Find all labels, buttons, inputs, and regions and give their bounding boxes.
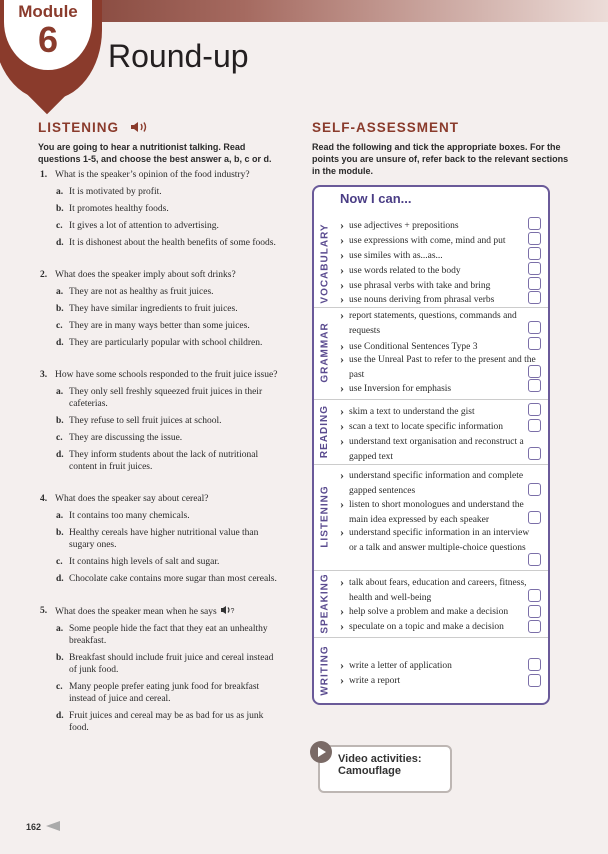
option-letter: d. [56, 338, 64, 348]
question-stem-text: What does the speaker imply about soft drinks? [55, 270, 236, 280]
option-letter: d. [56, 574, 64, 584]
question-1 [38, 169, 283, 249]
question-text [40, 269, 283, 281]
option-text: They are particularly popular with school children. [69, 338, 263, 348]
option-letter: b. [56, 204, 64, 214]
checkbox[interactable] [528, 483, 541, 496]
option-letter: c. [56, 433, 63, 443]
checkbox[interactable] [528, 511, 541, 524]
section-label-text: VOCABULARY [319, 222, 331, 304]
answer-option[interactable] [56, 337, 283, 349]
can-do-item: › use adjectives + prepositions [340, 219, 536, 234]
answer-option[interactable] [56, 320, 283, 332]
option-text: It is motivated by profit. [69, 187, 162, 197]
option-text: Chocolate cake contains more sugar than most cereals. [69, 574, 277, 584]
checkbox[interactable] [528, 553, 541, 566]
option-letter: a. [56, 287, 64, 297]
question-number: 4. [40, 494, 48, 504]
question-stem [55, 169, 250, 181]
option-text: Some people hide the fact that they eat an unhealthy breakfast. [69, 624, 268, 646]
question-2 [38, 269, 283, 349]
option-text: It gives a lot of attention to advertising. [69, 221, 219, 231]
option-letter: c. [56, 321, 63, 331]
option-letter: b. [56, 653, 64, 663]
page-title: Round-up [108, 38, 249, 74]
audio-clip-icon[interactable] [220, 605, 234, 615]
can-do-item: › use Inversion for emphasis [340, 382, 536, 397]
question-stem-text: What does the speaker mean when he says [55, 607, 217, 617]
option-letter: a. [56, 187, 64, 197]
listening-heading: LISTENING [38, 120, 283, 135]
option-text: It contains too many chemicals. [69, 511, 190, 521]
can-do-item: › understand specific information and complete gapped sentences [340, 469, 536, 498]
answer-option[interactable] [56, 220, 283, 232]
can-do-item: › understand specific information in an interview or a talk and answer multiple-choice questions [340, 526, 536, 555]
question-stem-text: What does the speaker say about cereal? [55, 494, 209, 504]
self-assessment-section [312, 120, 572, 177]
video-label: Video activities: [338, 753, 422, 765]
checkbox[interactable] [528, 217, 541, 230]
listening-section [38, 120, 283, 739]
answer-option[interactable] [56, 432, 283, 444]
answer-option[interactable] [56, 203, 283, 215]
checkbox[interactable] [528, 419, 541, 432]
question-text [40, 493, 283, 505]
module-badge [0, 0, 102, 100]
can-do-item: › use nouns deriving from phrasal verbs [340, 293, 536, 308]
answer-option[interactable] [56, 303, 283, 315]
checkbox[interactable] [528, 379, 541, 392]
section-label [314, 307, 336, 398]
option-letter: a. [56, 387, 64, 397]
question-stem-text: What is the speaker’s opinion of the food industry? [55, 170, 250, 180]
checkbox[interactable] [528, 291, 541, 304]
answer-option[interactable] [56, 510, 283, 522]
video-activities-box[interactable] [318, 745, 452, 793]
answer-option[interactable] [56, 556, 283, 568]
option-letter: b. [56, 304, 64, 314]
can-do-item: › listen to short monologues and understand the main idea expressed by each speaker [340, 498, 536, 527]
can-do-item: › skim a text to understand the gist [340, 405, 536, 420]
question-4 [38, 493, 283, 585]
question-stem [55, 605, 234, 618]
can-do-item: › help solve a problem and make a decision [340, 605, 536, 620]
checkbox[interactable] [528, 321, 541, 334]
audio-speaker-icon[interactable] [130, 121, 150, 133]
checkbox[interactable] [528, 447, 541, 460]
question-number: 5. [40, 606, 48, 616]
question-number: 1. [40, 170, 48, 180]
question-stem [55, 369, 277, 381]
checkbox[interactable] [528, 658, 541, 671]
can-do-item: › understand text organisation and reconstruct a gapped text [340, 435, 536, 464]
can-do-item: › use phrasal verbs with take and bring [340, 279, 536, 294]
checkbox[interactable] [528, 403, 541, 416]
can-do-item: › write a letter of application [340, 659, 536, 674]
option-text: It promotes healthy foods. [69, 204, 169, 214]
question-text [40, 169, 283, 181]
checkbox[interactable] [528, 337, 541, 350]
answer-option[interactable] [56, 186, 283, 198]
can-do-item: › use expressions with come, mind and put [340, 234, 536, 249]
checkbox[interactable] [528, 247, 541, 260]
option-letter: a. [56, 511, 64, 521]
can-do-item: › scan a text to locate specific information [340, 420, 536, 435]
option-text: They are in many ways better than some juices. [69, 321, 250, 331]
option-text: They have similar ingredients to fruit juices. [69, 304, 238, 314]
checkbox[interactable] [528, 277, 541, 290]
answer-option[interactable] [56, 623, 283, 647]
option-letter: d. [56, 711, 64, 721]
can-do-item: › use the Unreal Past to refer to the present and the past [340, 353, 536, 382]
option-text: They are discussing the issue. [69, 433, 183, 443]
can-do-item: › report statements, questions, commands and requests [340, 309, 536, 338]
question-text [40, 605, 283, 618]
question-stem [55, 269, 236, 281]
checkbox[interactable] [528, 589, 541, 602]
can-do-item: › talk about fears, education and careers, fitness, health and well-being [340, 576, 536, 605]
option-text: It contains high levels of salt and sugar. [69, 557, 220, 567]
option-text: They only sell freshly squeezed fruit juices in their cafeterias. [69, 387, 263, 409]
can-do-item: › write a report [340, 674, 536, 689]
answer-option[interactable] [56, 415, 283, 427]
answer-option[interactable] [56, 681, 283, 705]
checkbox[interactable] [528, 674, 541, 687]
answer-option[interactable] [56, 652, 283, 676]
section-label [314, 637, 336, 703]
section-label [314, 211, 336, 315]
option-text: It is dishonest about the health benefits of some foods. [69, 238, 276, 248]
page-number: 162 [26, 822, 42, 832]
page-arrow-icon [46, 821, 60, 831]
option-letter: c. [56, 221, 63, 231]
option-text: Many people prefer eating junk food for breakfast instead of juice and cereal. [69, 682, 260, 704]
section-label [314, 399, 336, 463]
checkbox[interactable] [528, 365, 541, 378]
question-number: 2. [40, 270, 48, 280]
section-label-text: WRITING [319, 644, 331, 696]
question-text [40, 369, 283, 381]
question-3 [38, 369, 283, 473]
section-label-text: LISTENING [319, 485, 331, 548]
play-icon[interactable] [310, 741, 332, 763]
svg-text:?: ? [230, 608, 235, 615]
self-assessment-heading: SELF-ASSESSMENT [312, 120, 460, 135]
section-label-text: GRAMMAR [319, 322, 331, 383]
listening-instructions: You are going to hear a nutritionist talking. Read questions 1-5, and choose the best answer a, b, c or d. [38, 142, 272, 164]
answer-option[interactable] [56, 286, 283, 298]
option-text: Breakfast should include fruit juice and cereal instead of junk food. [69, 653, 274, 675]
can-do-item: › use words related to the body [340, 264, 536, 279]
question-5 [38, 605, 283, 734]
answer-option[interactable] [56, 573, 283, 585]
can-do-item: › use Conditional Sentences Type 3 [340, 340, 536, 355]
option-letter: c. [56, 682, 63, 692]
section-label-text: SPEAKING [319, 572, 331, 634]
can-do-item: › use similes with as...as... [340, 249, 536, 264]
checkbox[interactable] [528, 620, 541, 633]
can-do-item: › speculate on a topic and make a decision [340, 620, 536, 635]
option-text: They refuse to sell fruit juices at school. [69, 416, 222, 426]
self-assessment-instructions: Read the following and tick the appropriate boxes. For the points you are unsure of, refer back to the relevant sections in the module. [312, 142, 569, 176]
option-text: Healthy cereals have higher nutritional value than sugary ones. [69, 528, 259, 550]
checkbox[interactable] [528, 605, 541, 618]
option-letter: d. [56, 238, 64, 248]
module-number: 6 [37, 19, 59, 60]
answer-option[interactable] [56, 527, 283, 551]
question-list [38, 169, 283, 734]
section-label [314, 464, 336, 569]
answer-option[interactable] [56, 449, 283, 473]
question-stem [55, 493, 209, 505]
option-text: They are not as healthy as fruit juices. [69, 287, 214, 297]
self-assessment-box [312, 185, 550, 705]
question-number: 3. [40, 370, 48, 380]
option-letter: a. [56, 624, 64, 634]
answer-option[interactable] [56, 237, 283, 249]
now-i-can-heading: Now I can... [340, 191, 412, 206]
answer-option[interactable] [56, 710, 283, 734]
section-label [314, 570, 336, 636]
video-title: Camouflage [338, 765, 401, 777]
module-label: Module [18, 2, 78, 21]
option-letter: b. [56, 528, 64, 538]
option-letter: d. [56, 450, 64, 460]
answer-option[interactable] [56, 386, 283, 410]
option-letter: c. [56, 557, 63, 567]
option-text: Fruit juices and cereal may be as bad for us as junk food. [69, 711, 264, 733]
checkbox[interactable] [528, 262, 541, 275]
section-label-text: READING [319, 404, 331, 458]
option-letter: b. [56, 416, 64, 426]
checkbox[interactable] [528, 232, 541, 245]
question-stem-text: How have some schools responded to the fruit juice issue? [55, 370, 278, 380]
option-text: They inform students about the lack of nutritional content in fruit juices. [69, 450, 259, 472]
